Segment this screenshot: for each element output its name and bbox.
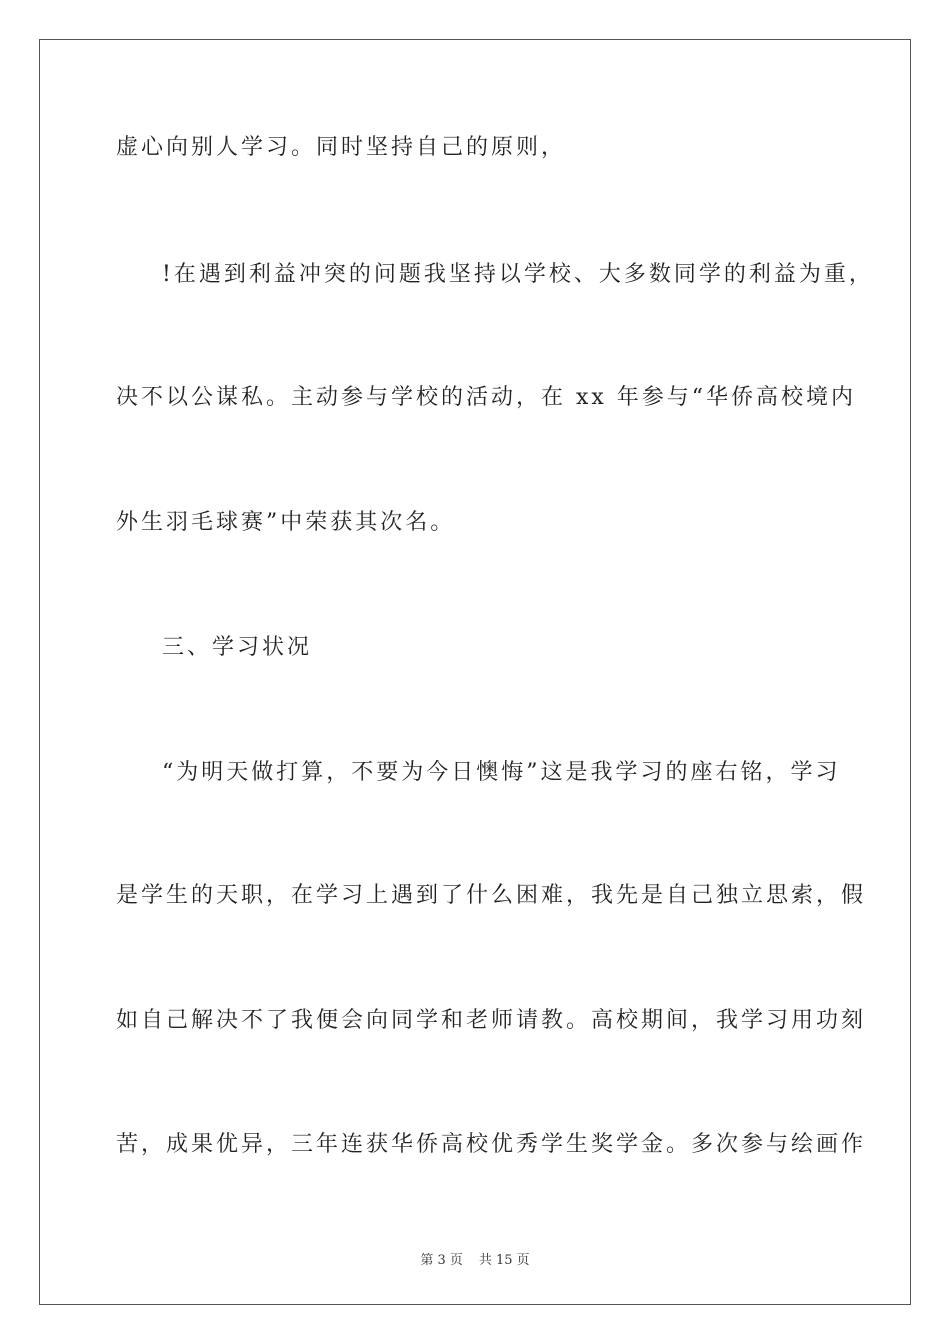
body-line-3: 决不以公谋私。主动参与学校的活动，在 xx 年参与“华侨高校境内 (116, 385, 857, 410)
page-number: 第 3 页 (420, 1253, 463, 1268)
body-line-7: 是学生的天职，在学习上遇到了什么困难，我先是自己独立思索，假 (116, 883, 867, 908)
body-line-4: 外生羽毛球赛”中荣获其次名。 (116, 510, 456, 535)
body-line-1: 虚心向别人学习。同时坚持自己的原则， (116, 135, 567, 160)
body-line-6: “为明天做打算，不要为今日懊悔”这是我学习的座右铭，学习 (162, 760, 841, 785)
body-line-2: !在遇到利益冲突的问题我坚持以学校、大多数同学的利益为重， (162, 262, 874, 287)
page-border (39, 39, 911, 1305)
body-line-9: 苦，成果优异，三年连获华侨高校优秀学生奖学金。多次参与绘画作 (116, 1132, 867, 1157)
section-heading: 三、学习状况 (162, 635, 313, 660)
page-total: 共 15 页 (478, 1253, 530, 1268)
body-line-8: 如自己解决不了我便会向同学和老师请教。高校期间，我学习用功刻 (116, 1008, 867, 1033)
page-footer (0, 1249, 950, 1268)
